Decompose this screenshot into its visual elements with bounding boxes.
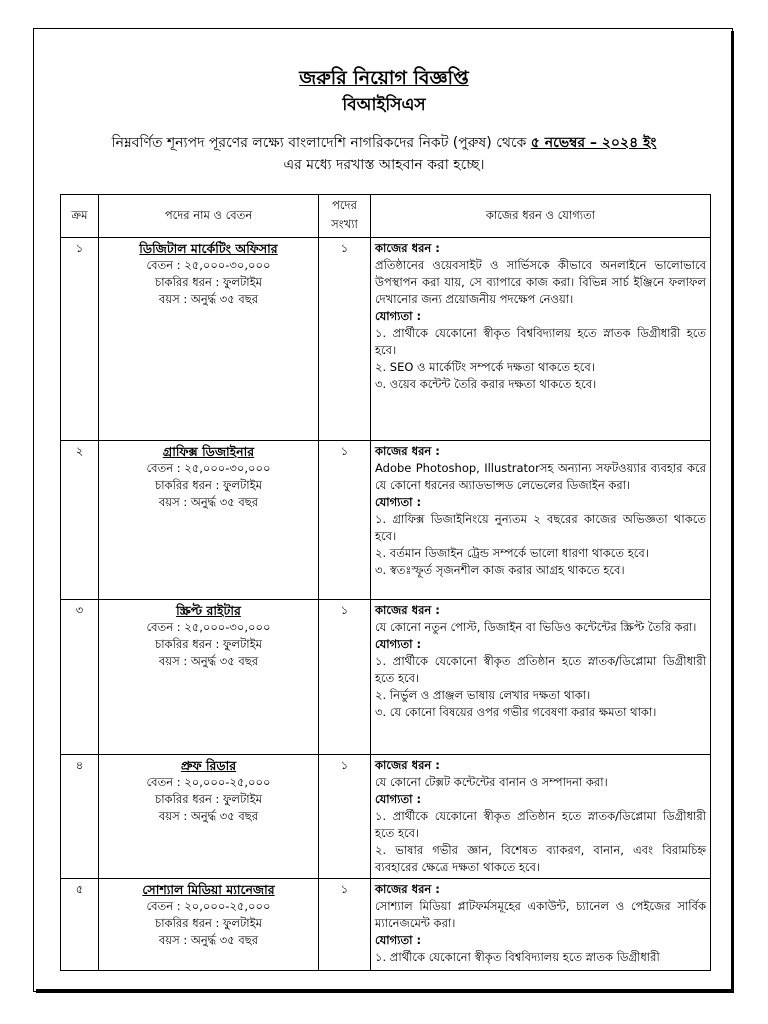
qualification-heading: যোগ্যতা :: [375, 495, 422, 509]
position-cell: [99, 600, 319, 755]
intro-text: নিম্নবর্ণিত শূন্যপদ পূরণের লক্ষ্যে বাংলাদেশি নাগরিকদের নিকট (পুরুষ) থেকে: [111, 135, 527, 151]
intro-tail: এর মধ্যে দরখাস্ত আহবান করা হচ্ছে।: [283, 157, 485, 173]
position-title: সোশ্যাল মিডিয়া ম্যানেজার: [142, 882, 275, 897]
details-cell: [371, 755, 711, 879]
work-text: Adobe Photoshop, Illustratorসহ অন্যান্য সফটওয়্যার ব্যবহার করে যে কোনো ধরনের অ্যাডভান্সড লেভেলের ডিজাইন করা।: [375, 461, 706, 492]
table-row: [61, 755, 711, 879]
row-serial: ১: [61, 238, 99, 441]
work-heading: কাজের ধরন :: [375, 603, 440, 617]
position-cell: [99, 441, 319, 600]
position-job-type: চাকরির ধরন : ফুলটাইম: [155, 275, 262, 289]
qualification-heading: যোগ্যতা :: [375, 637, 422, 651]
row-serial: ৫: [61, 879, 99, 971]
qualification-item: ১. প্রার্থীকে যেকোনো স্বীকৃত প্রতিষ্ঠান হতে স্নাতক/ডিপ্লোমা ডিগ্রীধারী হতে হবে।: [375, 654, 706, 685]
qualification-heading: যোগ্যতা :: [375, 933, 422, 947]
qualification-item: ২. SEO ও মার্কেটিং সম্পর্কে দক্ষতা থাকতে হবে।: [375, 360, 595, 374]
position-title: প্রুফ রিডার: [180, 758, 237, 773]
position-job-type: চাকরির ধরন : ফুলটাইম: [155, 792, 262, 806]
work-heading: কাজের ধরন :: [375, 882, 440, 896]
header-serial: ক্রম: [61, 195, 99, 238]
table-row: [61, 441, 711, 600]
organization-name: বিআইসিএস: [342, 95, 426, 115]
position-job-type: চাকরির ধরন : ফুলটাইম: [155, 478, 262, 492]
position-title: স্ক্রিপ্ট রাইটার: [176, 603, 241, 618]
position-salary: বেতন : ২৫,০০০-৩০,০০০: [146, 461, 271, 475]
work-text: প্রতিষ্ঠানের ওয়েবসাইট ও সার্ভিসকে কীভাবে অনলাইনে ভালোভাবে উপস্থাপন করা যায়, সে ব্যাপারে কাজ করা। বিভিন্ন সার্চ ইঞ্জিনে ফলাফল দেখানোর জন্য প্রয়োজনীয় পদক্ষেপ নেওয়া।: [375, 258, 706, 306]
qualification-item: ৩. স্বতঃস্ফূর্ত সৃজনশীল কাজ করার আগ্রহ থাকতে হবে।: [375, 563, 625, 577]
jobs-table: [60, 194, 711, 971]
position-title: গ্রাফিক্স ডিজাইনার: [162, 444, 255, 459]
position-age: বয়স : অনুর্দ্ধ ৩৫ বছর: [158, 809, 259, 823]
table-row: [61, 879, 711, 971]
intro-paragraph: [60, 132, 708, 176]
qualification-item: ২. বর্তমান ডিজাইন ট্রেন্ড সম্পর্কে ভালো ধারণা থাকতে হবে।: [375, 546, 649, 560]
row-serial: ২: [61, 441, 99, 600]
details-cell: [371, 238, 711, 441]
row-count: ১: [319, 441, 371, 600]
deadline-date: ৫ নভেম্বর – ২০২৪ ইং: [530, 135, 657, 151]
position-cell: [99, 238, 319, 441]
table-row: [61, 600, 711, 755]
qualification-item: ২. নির্ভুল ও প্রাঞ্জল ভাষায় লেখার দক্ষতা থাকা।: [375, 688, 591, 702]
position-age: বয়স : অনুর্দ্ধ ৩৫ বছর: [158, 654, 259, 668]
row-serial: ৪: [61, 755, 99, 879]
position-age: বয়স : অনুর্দ্ধ ৩৫ বছর: [158, 933, 259, 947]
work-heading: কাজের ধরন :: [375, 241, 440, 255]
row-serial: ৩: [61, 600, 99, 755]
row-count: ১: [319, 755, 371, 879]
row-count: ১: [319, 600, 371, 755]
position-cell: [99, 879, 319, 971]
work-text: সোশ্যাল মিডিয়া প্লাটফর্মসমূহের একাউন্ট, চ্যানেল ও পেইজের সার্বিক ম্যানেজমেন্ট করা।: [375, 899, 706, 930]
page-border-shadow-right: [731, 31, 734, 993]
qualification-item: ১. গ্রাফিক্স ডিজাইনিংয়ে নুন্যতম ২ বছরের কাজের অভিজ্ঞতা থাকতে হবে।: [375, 512, 706, 543]
header-count: পদের সংখ্যা: [319, 195, 371, 238]
qualification-item: ৩. ওয়েব কন্টেন্ট তৈরি করার দক্ষতা থাকতে হবে।: [375, 377, 597, 391]
page-border-shadow-bottom: [36, 989, 734, 993]
header-position: পদের নাম ও বেতন: [99, 195, 319, 238]
qualification-item: ২. ভাষার গভীর জ্ঞান, বিশেষত ব্যাকরণ, বানান, এবং বিরামচিহ্ন ব্যবহারের ক্ষেত্রে দক্ষতা থাকতে হবে।: [375, 843, 706, 874]
details-cell: [371, 441, 711, 600]
header-details: কাজের ধরন ও যোগ্যতা: [371, 195, 711, 238]
position-salary: বেতন : ২০,০০০-২৫,০০০: [146, 775, 271, 789]
table-row: [61, 238, 711, 441]
row-count: ১: [319, 879, 371, 971]
position-age: বয়স : অনুর্দ্ধ ৩৫ বছর: [158, 292, 259, 306]
work-text: যে কোনো নতুন পোস্ট, ডিজাইন বা ভিডিও কন্টেন্টের স্ক্রিপ্ট তৈরি করা।: [375, 620, 697, 634]
work-heading: কাজের ধরন :: [375, 758, 440, 772]
work-heading: কাজের ধরন :: [375, 444, 440, 458]
qualification-item: ১. প্রার্থীকে যেকোনো স্বীকৃত বিশ্ববিদ্যালয় হতে স্নাতক ডিগ্রীধারী হতে হবে।: [375, 326, 706, 357]
details-cell: [371, 879, 711, 971]
details-cell: [371, 600, 711, 755]
position-salary: বেতন : ২৫,০০০-৩০,০০০: [146, 258, 271, 272]
qualification-item: ১. প্রার্থীকে যেকোনো স্বীকৃত প্রতিষ্ঠান হতে স্নাতক/ডিপ্লোমা ডিগ্রীধারী হতে হবে।: [375, 809, 706, 840]
qualification-heading: যোগ্যতা :: [375, 309, 422, 323]
position-job-type: চাকরির ধরন : ফুলটাইম: [155, 916, 262, 930]
position-job-type: চাকরির ধরন : ফুলটাইম: [155, 637, 262, 651]
table-header-row: [61, 195, 711, 238]
position-title: ডিজিটাল মার্কেটিং অফিসার: [139, 241, 278, 256]
position-salary: বেতন : ২০,০০০-২৫,০০০: [146, 899, 271, 913]
notice-title: জরুরি নিয়োগ বিজ্ঞপ্তি: [299, 67, 469, 89]
row-count: ১: [319, 238, 371, 441]
qualification-heading: যোগ্যতা :: [375, 792, 422, 806]
position-salary: বেতন : ২৫,০০০-৩০,০০০: [146, 620, 271, 634]
position-age: বয়স : অনুর্দ্ধ ৩৫ বছর: [158, 495, 259, 509]
qualification-item: ১. প্রার্থীকে যেকোনো স্বীকৃত বিশ্ববিদ্যালয় হতে স্নাতক ডিগ্রীধারী: [375, 950, 660, 964]
qualification-item: ৩. যে কোনো বিষয়ের ওপর গভীর গবেষণা করার ক্ষমতা থাকা।: [375, 705, 657, 719]
position-cell: [99, 755, 319, 879]
work-text: যে কোনো টেক্সট কন্টেন্টের বানান ও সম্পাদনা করা।: [375, 775, 608, 789]
